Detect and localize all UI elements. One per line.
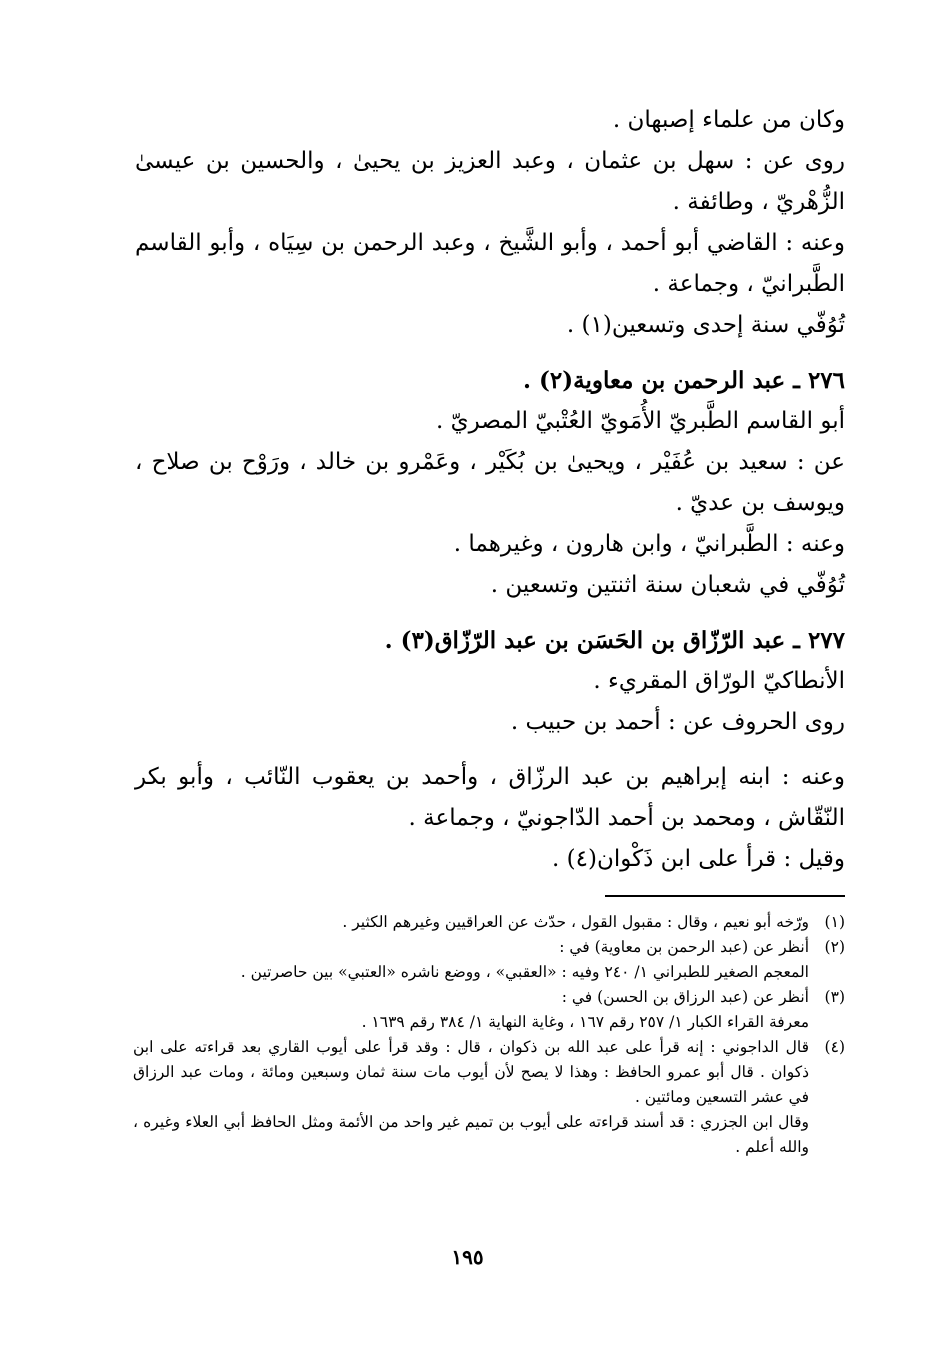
- text-line: وعنه : الطَّبرانيّ ، وابن هارون ، وغيرهما .: [453, 531, 845, 557]
- text-line: وقيل : قرأ على ابن ذَكْوان(٤) .: [552, 846, 845, 872]
- text-paragraph: وعنه : القاضي أبو أحمد ، وأبو الشَّيخ ، وعبد الرحمن بن سِيَاه ، وأبو القاسم الطَّبرانيّ ، وجماعة .: [135, 230, 845, 297]
- footnote-text: قال الداجوني : إنه قرأ على عبد الله بن ذكوان ، قال : وقد قرأ على أيوب القاري بعد قراءته على ابن ذكوان . قال أبو عمرو الحافظ : وهذا لا يصح لأن أيوب مات سنة ثمان وسبعين ومائة ، ومات عبد الرزاق في عشر التسعين ومائتين .: [133, 1038, 809, 1106]
- footnote-text: أنظر عن (عبد الرحمن بن معاوية) في :: [559, 938, 809, 956]
- footnote-number: (٤): [824, 1038, 845, 1056]
- text-line: الأنطاكيّ الورّاق المقريء .: [593, 668, 845, 694]
- main-text: [135, 100, 845, 880]
- footnote-number: (١): [824, 913, 845, 931]
- page-number: ١٩٥: [451, 1245, 484, 1269]
- footnote-text: ورّخه أبو نعيم ، وقال : مقبول القول ، حدّث عن العراقيين وغيرهم الكثير .: [342, 913, 809, 931]
- footnote-2: [133, 935, 845, 985]
- text-paragraph: وعنه : ابنه إبراهيم بن عبد الرزّاق ، وأحمد بن يعقوب النّائب ، وأبو بكر النّقّاش ، ومحمد بن أحمد الدّاجونيّ ، وجماعة .: [135, 764, 845, 831]
- footnote-4: [133, 1035, 845, 1160]
- footnote-text: المعجم الصغير للطبراني ١/ ٢٤٠ وفيه : «العقبي» ، ووضع ناشره «العتبي» بين حاصرتين .: [240, 963, 809, 981]
- text-line: روى الحروف عن : أحمد بن حبيب .: [510, 709, 845, 735]
- footnote-number: (٣): [824, 988, 845, 1006]
- text-line: وكان من علماء إصبهان .: [612, 107, 845, 133]
- footnote-text: أنظر عن (عبد الرزاق بن الحسن) في :: [561, 988, 809, 1006]
- footnote-3: [133, 985, 845, 1035]
- text-line: تُوُفّي في شعبان سنة اثنتين وتسعين .: [490, 572, 845, 598]
- footnote-divider: [605, 895, 845, 897]
- footnote-text: وقال ابن الجزري : قد أسند قراءته على أيوب بن تميم غير واحد من الأئمة ومثل الحافظ أبي العلاء وغيره ، والله أعلم .: [133, 1113, 809, 1156]
- footnotes: [133, 910, 845, 1160]
- text-paragraph: روى عن : سهل بن عثمان ، وعبد العزيز بن يحيىٰ ، والحسين بن عيسىٰ الزُّهْريّ ، وطائفة .: [135, 148, 845, 215]
- text-line: أبو القاسم الطَّبريّ الأُمَويّ العُتْبيّ المصريّ .: [436, 408, 845, 434]
- entry-277-heading: ٢٧٧ ـ عبد الرّزّاق بن الحَسَن بن عبد الرّزّاق(٣) .: [384, 627, 845, 654]
- entry-276-heading: ٢٧٦ ـ عبد الرحمن بن معاوية(٢) .: [522, 367, 845, 394]
- text-paragraph: عن : سعيد بن عُفَيْر ، ويحيىٰ بن بُكَيْر ، وعَمْرو بن خالد ، ورَوْح بن صلاح ، ويوسف بن عديّ .: [135, 449, 845, 516]
- text-line: تُوُفّي سنة إحدى وتسعين(١) .: [566, 312, 845, 338]
- footnote-text: معرفة القراء الكبار ١/ ٢٥٧ رقم ١٦٧ ، وغاية النهاية ١/ ٣٨٤ رقم ١٦٣٩ .: [361, 1013, 809, 1031]
- footnote-number: (٢): [824, 938, 845, 956]
- footnote-1: [133, 910, 845, 935]
